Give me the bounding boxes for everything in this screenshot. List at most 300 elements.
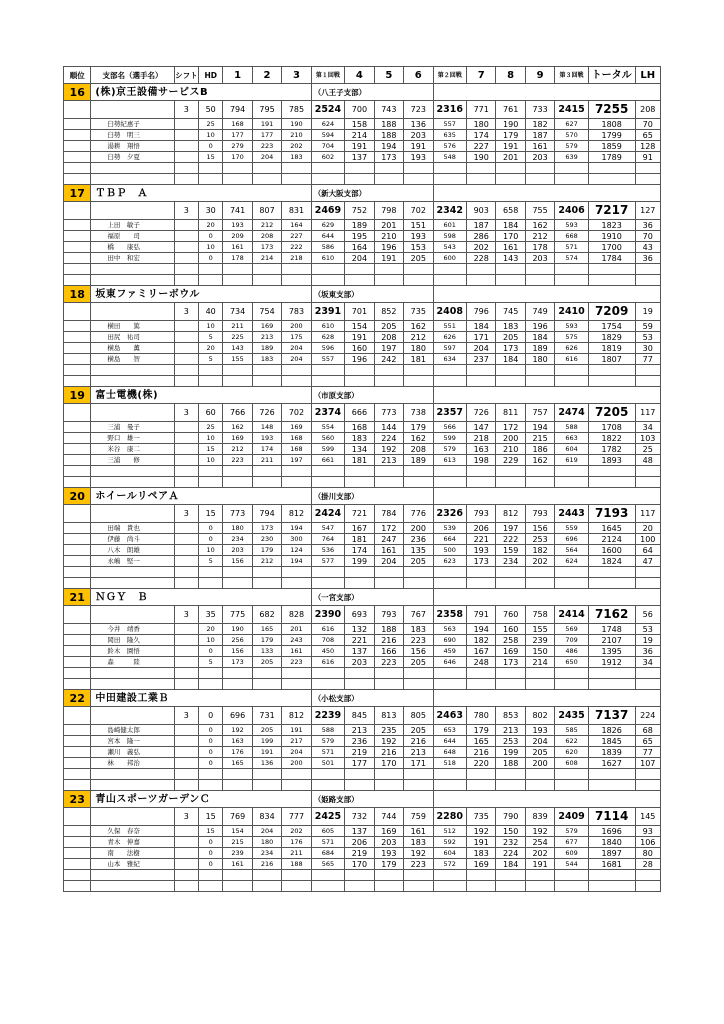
player-game-3: 175 xyxy=(282,332,311,343)
blank-cell xyxy=(588,466,635,477)
blank-cell xyxy=(374,567,403,578)
player-game-4: 206 xyxy=(345,837,374,848)
player-name: 森 陸 xyxy=(91,657,174,668)
blank-cell xyxy=(223,780,252,791)
player-name: 瀬川 義弘 xyxy=(91,747,174,758)
player-total: 1708 xyxy=(588,422,635,433)
rank-badge: 17 xyxy=(64,185,91,202)
team-game-3: 812 xyxy=(282,707,311,725)
player-row xyxy=(64,321,661,332)
blank-cell xyxy=(91,174,174,185)
player-game-3: 210 xyxy=(282,130,311,141)
blank-cell xyxy=(374,769,403,780)
player-hd: 15 xyxy=(199,826,223,837)
blank-cell xyxy=(555,870,589,881)
player-game-3: 211 xyxy=(282,848,311,859)
blank-cell xyxy=(311,679,345,690)
blank-cell xyxy=(64,466,91,477)
team-game-6: 738 xyxy=(404,404,433,422)
blank-cell xyxy=(311,163,345,174)
blank-cell xyxy=(174,422,198,433)
player-game-2: 183 xyxy=(252,354,281,365)
team-game-4: 701 xyxy=(345,303,374,321)
player-game-9: 155 xyxy=(525,624,554,635)
player-game-5: 192 xyxy=(374,444,403,455)
blank-cell xyxy=(223,567,252,578)
player-round-3: 622 xyxy=(555,736,589,747)
team-hd: 15 xyxy=(199,505,223,523)
player-game-9: 204 xyxy=(525,736,554,747)
player-round-3: 608 xyxy=(555,758,589,769)
player-round-3: 668 xyxy=(555,231,589,242)
blank-cell xyxy=(588,163,635,174)
team-game-4: 721 xyxy=(345,505,374,523)
player-hd: 5 xyxy=(199,354,223,365)
player-game-8: 173 xyxy=(496,343,525,354)
player-round-3: 624 xyxy=(555,556,589,567)
team-game-8: 745 xyxy=(496,303,525,321)
team-grand-total: 7217 xyxy=(588,202,635,220)
blank-cell xyxy=(635,578,660,589)
standings-table xyxy=(63,66,661,892)
blank-cell xyxy=(282,466,311,477)
blank-cell xyxy=(374,264,403,275)
player-game-9: 205 xyxy=(525,747,554,758)
blank-cell xyxy=(64,848,91,859)
player-name: 上田 敏子 xyxy=(91,220,174,231)
header-round-3: 第３回戦 xyxy=(555,67,589,84)
player-game-8: 188 xyxy=(496,758,525,769)
player-name: 湯耕 翔悟 xyxy=(91,141,174,152)
blank-cell xyxy=(223,679,252,690)
player-game-4: 177 xyxy=(345,758,374,769)
player-game-7: 179 xyxy=(467,725,496,736)
team-total-row xyxy=(64,505,661,523)
player-total: 1910 xyxy=(588,231,635,242)
blank-cell xyxy=(374,466,403,477)
team-game-8: 812 xyxy=(496,505,525,523)
player-game-3: 188 xyxy=(282,859,311,870)
blank-cell xyxy=(64,881,91,892)
player-game-8: 150 xyxy=(496,826,525,837)
blank-cell xyxy=(345,881,374,892)
team-game-6: 702 xyxy=(404,202,433,220)
blank-cell xyxy=(174,635,198,646)
blank-cell xyxy=(91,264,174,275)
player-name: 田端 貴也 xyxy=(91,523,174,534)
team-name: ＴＢＰ Ａ xyxy=(91,185,311,202)
player-name: 伊藤 尚斗 xyxy=(91,534,174,545)
team-shift: 3 xyxy=(174,606,198,624)
player-game-5: 224 xyxy=(374,433,403,444)
player-name: 福原 司 xyxy=(91,231,174,242)
blank-cell xyxy=(588,376,635,387)
player-game-7: 248 xyxy=(467,657,496,668)
player-game-7: 237 xyxy=(467,354,496,365)
player-game-3: 217 xyxy=(282,736,311,747)
team-game-6: 735 xyxy=(404,303,433,321)
header-branch: 支部名（選手名） xyxy=(91,67,174,84)
player-round-3: 620 xyxy=(555,747,589,758)
blank-cell xyxy=(404,275,433,286)
player-round-2: 664 xyxy=(433,534,467,545)
player-row xyxy=(64,556,661,567)
blank-cell xyxy=(91,769,174,780)
player-game-2: 205 xyxy=(252,725,281,736)
blank-cell xyxy=(223,365,252,376)
player-game-1: 212 xyxy=(223,444,252,455)
player-row xyxy=(64,624,661,635)
blank-cell xyxy=(252,769,281,780)
blank-cell xyxy=(282,870,311,881)
blank-cell xyxy=(433,264,467,275)
player-game-9: 162 xyxy=(525,220,554,231)
player-hd: 10 xyxy=(199,635,223,646)
player-round-2: 572 xyxy=(433,859,467,870)
player-game-9: 239 xyxy=(525,635,554,646)
team-game-6: 805 xyxy=(404,707,433,725)
player-game-5: 208 xyxy=(374,332,403,343)
player-round-2: 597 xyxy=(433,343,467,354)
player-game-8: 258 xyxy=(496,635,525,646)
player-game-4: 203 xyxy=(345,657,374,668)
player-game-6: 162 xyxy=(404,433,433,444)
player-name: 野口 雄一 xyxy=(91,433,174,444)
player-hd: 0 xyxy=(199,736,223,747)
player-round-1: 610 xyxy=(311,253,345,264)
player-total: 1696 xyxy=(588,826,635,837)
player-name: 三浦 曼子 xyxy=(91,422,174,433)
blank-cell xyxy=(64,646,91,657)
team-grand-total: 7193 xyxy=(588,505,635,523)
spacer-row xyxy=(64,668,661,679)
player-hd: 0 xyxy=(199,859,223,870)
player-round-1: 577 xyxy=(311,556,345,567)
blank-cell xyxy=(199,477,223,488)
player-game-4: 137 xyxy=(345,826,374,837)
player-game-6: 162 xyxy=(404,321,433,332)
player-row xyxy=(64,747,661,758)
team-game-9: 757 xyxy=(525,404,554,422)
player-hd: 5 xyxy=(199,556,223,567)
team-shift: 3 xyxy=(174,404,198,422)
blank-cell xyxy=(174,859,198,870)
player-game-4: 134 xyxy=(345,444,374,455)
player-lh: 93 xyxy=(635,826,660,837)
player-game-3: 200 xyxy=(282,321,311,332)
team-round-1: 2524 xyxy=(311,101,345,119)
team-game-8: 811 xyxy=(496,404,525,422)
player-hd: 0 xyxy=(199,141,223,152)
blank-cell xyxy=(635,881,660,892)
blank-cell xyxy=(433,275,467,286)
player-round-3: 564 xyxy=(555,545,589,556)
blank-cell xyxy=(525,567,554,578)
player-game-5: 210 xyxy=(374,231,403,242)
team-round-3: 2435 xyxy=(555,707,589,725)
player-game-9: 196 xyxy=(525,321,554,332)
blank-cell xyxy=(223,275,252,286)
blank-cell xyxy=(64,736,91,747)
team-game-9: 802 xyxy=(525,707,554,725)
player-game-1: 192 xyxy=(223,725,252,736)
blank-cell xyxy=(64,624,91,635)
player-row xyxy=(64,130,661,141)
player-round-1: 450 xyxy=(311,646,345,657)
player-game-7: 173 xyxy=(467,556,496,567)
blank-cell xyxy=(374,870,403,881)
team-hd: 50 xyxy=(199,101,223,119)
team-game-7: 791 xyxy=(467,606,496,624)
player-game-2: 208 xyxy=(252,231,281,242)
team-game-1: 769 xyxy=(223,808,252,826)
player-game-6: 213 xyxy=(404,747,433,758)
blank-cell xyxy=(311,578,345,589)
player-round-2: 626 xyxy=(433,332,467,343)
blank-cell xyxy=(174,231,198,242)
player-round-3: 559 xyxy=(555,523,589,534)
player-total: 1754 xyxy=(588,321,635,332)
player-game-4: 164 xyxy=(345,242,374,253)
blank-cell xyxy=(467,376,496,387)
player-game-6: 136 xyxy=(404,119,433,130)
team-grand-total: 7209 xyxy=(588,303,635,321)
blank-cell xyxy=(374,780,403,791)
player-game-5: 216 xyxy=(374,747,403,758)
blank-cell xyxy=(199,679,223,690)
spacer-row xyxy=(64,870,661,881)
blank-cell xyxy=(404,365,433,376)
player-hd: 10 xyxy=(199,455,223,466)
team-game-4: 732 xyxy=(345,808,374,826)
blank-cell xyxy=(525,365,554,376)
player-total: 1839 xyxy=(588,747,635,758)
blank-cell xyxy=(433,466,467,477)
player-game-2: 173 xyxy=(252,523,281,534)
player-hd: 20 xyxy=(199,343,223,354)
player-round-3: 571 xyxy=(555,242,589,253)
player-game-1: 155 xyxy=(223,354,252,365)
player-total: 1799 xyxy=(588,130,635,141)
blank-cell xyxy=(174,343,198,354)
player-row xyxy=(64,253,661,264)
team-lh: 208 xyxy=(635,101,660,119)
team-game-2: 807 xyxy=(252,202,281,220)
team-round-2: 2342 xyxy=(433,202,467,220)
blank-cell xyxy=(174,141,198,152)
player-game-7: 193 xyxy=(467,545,496,556)
player-game-3: 161 xyxy=(282,646,311,657)
team-total-row xyxy=(64,606,661,624)
blank-cell xyxy=(404,567,433,578)
blank-cell xyxy=(345,376,374,387)
player-lh: 30 xyxy=(635,343,660,354)
team-game-9: 749 xyxy=(525,303,554,321)
team-game-2: 794 xyxy=(252,505,281,523)
blank-cell xyxy=(91,477,174,488)
blank-cell xyxy=(345,668,374,679)
team-round-3: 2443 xyxy=(555,505,589,523)
blank-cell xyxy=(174,837,198,848)
player-name: 臼勢紀惠子 xyxy=(91,119,174,130)
blank-cell xyxy=(525,769,554,780)
player-round-1: 616 xyxy=(311,624,345,635)
team-game-4: 845 xyxy=(345,707,374,725)
player-name: 臼勢 夕夏 xyxy=(91,152,174,163)
blank-cell xyxy=(635,870,660,881)
player-game-4: 191 xyxy=(345,332,374,343)
player-game-2: 212 xyxy=(252,220,281,231)
blank-cell xyxy=(311,668,345,679)
blank-cell xyxy=(64,376,91,387)
blank-cell xyxy=(588,870,635,881)
blank-cell xyxy=(174,220,198,231)
player-round-3: 626 xyxy=(555,343,589,354)
player-row xyxy=(64,848,661,859)
blank-cell xyxy=(404,174,433,185)
player-game-1: 223 xyxy=(223,455,252,466)
player-lh: 103 xyxy=(635,433,660,444)
player-game-4: 191 xyxy=(345,141,374,152)
player-game-8: 224 xyxy=(496,848,525,859)
rank-badge: 22 xyxy=(64,690,91,707)
player-game-7: 221 xyxy=(467,534,496,545)
blank-cell xyxy=(64,253,91,264)
blank-cell xyxy=(311,174,345,185)
player-game-7: 220 xyxy=(467,758,496,769)
player-game-6: 181 xyxy=(404,354,433,365)
player-game-8: 213 xyxy=(496,725,525,736)
player-round-3: 639 xyxy=(555,152,589,163)
player-game-6: 212 xyxy=(404,332,433,343)
player-game-3: 176 xyxy=(282,837,311,848)
player-name: 久保 春奈 xyxy=(91,826,174,837)
player-total: 2124 xyxy=(588,534,635,545)
player-name: 岡田 隆久 xyxy=(91,635,174,646)
blank-cell xyxy=(635,275,660,286)
team-game-7: 735 xyxy=(467,808,496,826)
player-round-2: 557 xyxy=(433,119,467,130)
player-hd: 20 xyxy=(199,624,223,635)
blank-cell xyxy=(91,870,174,881)
player-game-7: 169 xyxy=(467,859,496,870)
blank-cell xyxy=(282,174,311,185)
blank-cell xyxy=(223,376,252,387)
team-round-1: 2424 xyxy=(311,505,345,523)
team-grand-total: 7137 xyxy=(588,707,635,725)
blank-cell xyxy=(555,679,589,690)
team-round-1: 2239 xyxy=(311,707,345,725)
player-game-8: 173 xyxy=(496,657,525,668)
blank-cell xyxy=(496,275,525,286)
header-game-8: 8 xyxy=(496,67,525,84)
blank-cell xyxy=(525,466,554,477)
team-round-3: 2474 xyxy=(555,404,589,422)
player-round-1: 764 xyxy=(311,534,345,545)
blank-cell xyxy=(374,275,403,286)
blank-cell xyxy=(345,466,374,477)
player-total: 1824 xyxy=(588,556,635,567)
player-game-7: 180 xyxy=(467,119,496,130)
player-game-2: 165 xyxy=(252,624,281,635)
blank-cell xyxy=(496,466,525,477)
player-total: 1822 xyxy=(588,433,635,444)
player-game-1: 170 xyxy=(223,152,252,163)
player-game-6: 183 xyxy=(404,837,433,848)
player-game-7: 191 xyxy=(467,837,496,848)
player-round-2: 543 xyxy=(433,242,467,253)
player-row xyxy=(64,444,661,455)
rank-badge: 23 xyxy=(64,791,91,808)
player-round-2: 613 xyxy=(433,455,467,466)
blank-cell xyxy=(174,881,198,892)
team-game-8: 658 xyxy=(496,202,525,220)
player-game-5: 216 xyxy=(374,635,403,646)
player-game-9: 178 xyxy=(525,242,554,253)
blank-cell xyxy=(635,780,660,791)
blank-cell xyxy=(174,758,198,769)
player-game-9: 202 xyxy=(525,848,554,859)
player-game-9: 253 xyxy=(525,534,554,545)
player-game-9: 182 xyxy=(525,545,554,556)
blank-cell xyxy=(635,567,660,578)
blank-cell xyxy=(174,556,198,567)
player-hd: 25 xyxy=(199,119,223,130)
player-name: 林 邦治 xyxy=(91,758,174,769)
player-game-2: 214 xyxy=(252,253,281,264)
blank-cell xyxy=(91,578,174,589)
rank-badge: 18 xyxy=(64,286,91,303)
player-game-1: 190 xyxy=(223,624,252,635)
blank-cell xyxy=(496,769,525,780)
blank-cell xyxy=(64,174,91,185)
player-hd: 10 xyxy=(199,545,223,556)
player-lh: 80 xyxy=(635,848,660,859)
team-header-blank xyxy=(433,690,661,707)
player-game-1: 215 xyxy=(223,837,252,848)
player-game-6: 208 xyxy=(404,444,433,455)
blank-cell xyxy=(64,578,91,589)
blank-cell xyxy=(311,275,345,286)
team-round-3: 2414 xyxy=(555,606,589,624)
player-game-4: 154 xyxy=(345,321,374,332)
player-row xyxy=(64,758,661,769)
player-game-5: 191 xyxy=(374,253,403,264)
blank-cell xyxy=(433,365,467,376)
blank-cell xyxy=(199,264,223,275)
spacer-row xyxy=(64,163,661,174)
blank-cell xyxy=(64,780,91,791)
player-game-8: 184 xyxy=(496,859,525,870)
player-game-1: 163 xyxy=(223,736,252,747)
blank-cell xyxy=(345,780,374,791)
player-game-6: 205 xyxy=(404,253,433,264)
blank-cell xyxy=(282,780,311,791)
player-round-2: 551 xyxy=(433,321,467,332)
player-game-3: 124 xyxy=(282,545,311,556)
player-game-2: 204 xyxy=(252,152,281,163)
blank-cell xyxy=(64,758,91,769)
team-game-2: 726 xyxy=(252,404,281,422)
player-game-8: 253 xyxy=(496,736,525,747)
blank-cell xyxy=(404,780,433,791)
player-game-7: 165 xyxy=(467,736,496,747)
blank-cell xyxy=(588,365,635,376)
spacer-row xyxy=(64,769,661,780)
player-lh: 107 xyxy=(635,758,660,769)
spacer-row xyxy=(64,578,661,589)
player-round-2: 600 xyxy=(433,253,467,264)
